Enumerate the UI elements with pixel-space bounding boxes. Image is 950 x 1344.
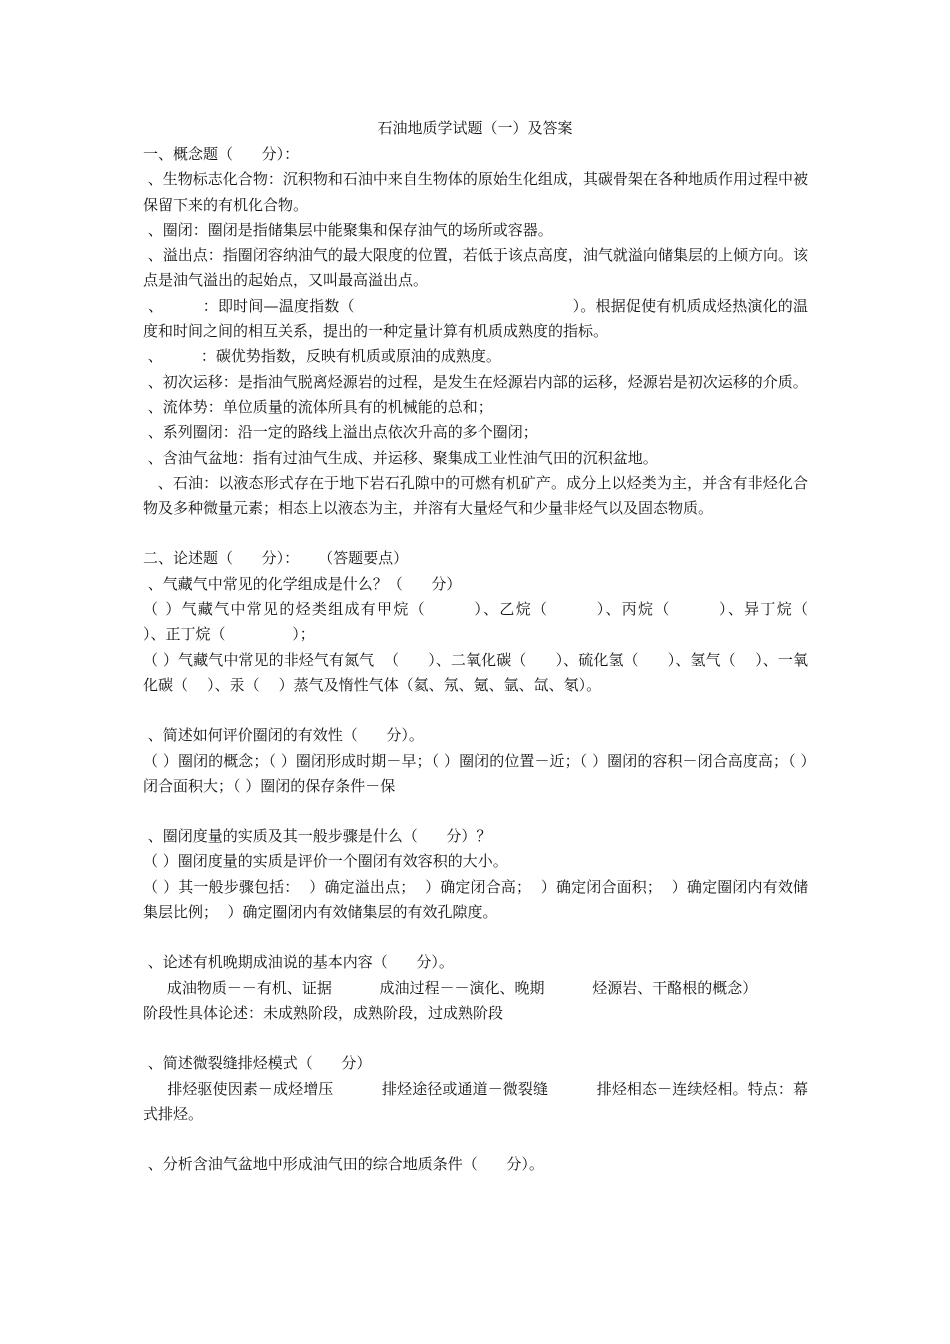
concept-item: 、生物标志化合物：沉积物和石油中来自生物体的原始生化组成，其碳骨架在各种地质作用过程中被保留下来的有机化合物。 <box>143 170 808 214</box>
concept-item: 、含油气盆地：指有过油气生成、并运移、聚集成工业性油气田的沉积盆地。 <box>143 448 658 467</box>
answer-line: （ ）气藏气中常见的非烃气有氮气 （ ）、二氧化碳（ ）、硫化氢（ ）、氢气（ ）、一氧化碳（ ）、汞（ ）蒸气及惰性气体（氦、氖、氪、氩、氙、氡）。 <box>143 650 808 694</box>
question-1: 、气藏气中常见的化学组成是什么？（ 分） <box>143 574 462 593</box>
spacer <box>143 799 808 824</box>
spacer <box>143 1127 808 1152</box>
concept-item: 、系列圈闭：沿一定的路线上溢出点依次升高的多个圈闭； <box>143 423 538 442</box>
question-2: 、简述如何评价圈闭的有效性（ 分）。 <box>143 726 424 745</box>
answer-line: （ ）其一般步骤包括： ）确定溢出点； ）确定闭合高； ）确定闭合面积； ）确定圈闭内有效储集层比例； ）确定圈闭内有效储集层的有效孔隙度。 <box>143 877 808 922</box>
question-5: 、简述微裂缝排烃模式（ 分） <box>143 1054 372 1073</box>
spacer <box>143 1026 808 1051</box>
section1-heading: 一、概念题（ 分）： <box>143 145 300 163</box>
answer-line: （ ）圈闭度量的实质是评价一个圈闭有效容积的大小。 <box>143 852 508 871</box>
concept-item: 、 ：碳优势指数，反映有机质或原油的成熟度。 <box>143 347 501 366</box>
concept-item: 、初次运移：是指油气脱离烃源岩的过程，是发生在烃源岩内部的运移，烃源岩是初次运移的介质。 <box>143 372 808 391</box>
concept-item: 、石油：以液态形式存在于地下岩石孔隙中的可燃有机矿产。成分上以烃类为主，并含有非烃化合物及多种微量元素；相态上以液态为主，并溶有大量烃气和少量非烃气以及固态物质。 <box>143 473 808 518</box>
spacer <box>143 521 808 546</box>
section2-heading: 二、论述题（ 分）： （答题要点） <box>143 549 409 568</box>
concept-item: 、 ：即时间—温度指数（ ）。根据促使有机质成烃热演化的温度和时间之间的相互关系，提出的一种定量计算有机质成熟度的指标。 <box>143 296 808 341</box>
spacer <box>143 698 808 723</box>
answer-line: 成油物质－－有机、证据 成油过程－－演化、晚期 烃源岩、干酪根的概念） <box>143 978 758 997</box>
concept-item: 、圈闭：圈闭是指储集层中能聚集和保存油气的场所或容器。 <box>143 220 553 239</box>
document-body <box>143 142 875 1177</box>
spacer <box>143 925 808 950</box>
concept-item: 、溢出点：指圈闭容纳油气的最大限度的位置，若低于该点高度，油气就溢向储集层的上倾方向。该点是油气溢出的起始点，又叫最高溢出点。 <box>143 246 808 290</box>
answer-line: （ ）圈闭的概念；（ ）圈闭形成时期－早；（ ）圈闭的位置－近；（ ）圈闭的容积－闭合高度高；（ ）闭合面积大；（ ）圈闭的保存条件－保 <box>143 751 808 795</box>
question-6: 、分析含油气盆地中形成油气田的综合地质条件（ 分）。 <box>143 1155 544 1174</box>
concept-item: 、流体势：单位质量的流体所具有的机械能的总和； <box>143 397 493 416</box>
answer-line: 阶段性具体论述：未成熟阶段，成熟阶段，过成熟阶段 <box>143 1003 504 1022</box>
question-4: 、论述有机晚期成油说的基本内容（ 分）。 <box>143 953 454 972</box>
answer-line: 排烃驱使因素－成烃增压 排烃途径或通道－微裂缝 排烃相态－连续烃相。特点：幕式排烃。 <box>143 1079 808 1123</box>
document-title: 石油地质学试题（一）及答案 <box>377 119 573 137</box>
answer-line: （ ）气藏气中常见的烃类组成有甲烷（ ）、乙烷（ ）、丙烷（ ）、异丁烷（ ）、正丁烷（ ）； <box>143 600 875 644</box>
question-3: 、圈闭度量的实质及其一般步骤是什么（ 分）？ <box>143 827 492 846</box>
